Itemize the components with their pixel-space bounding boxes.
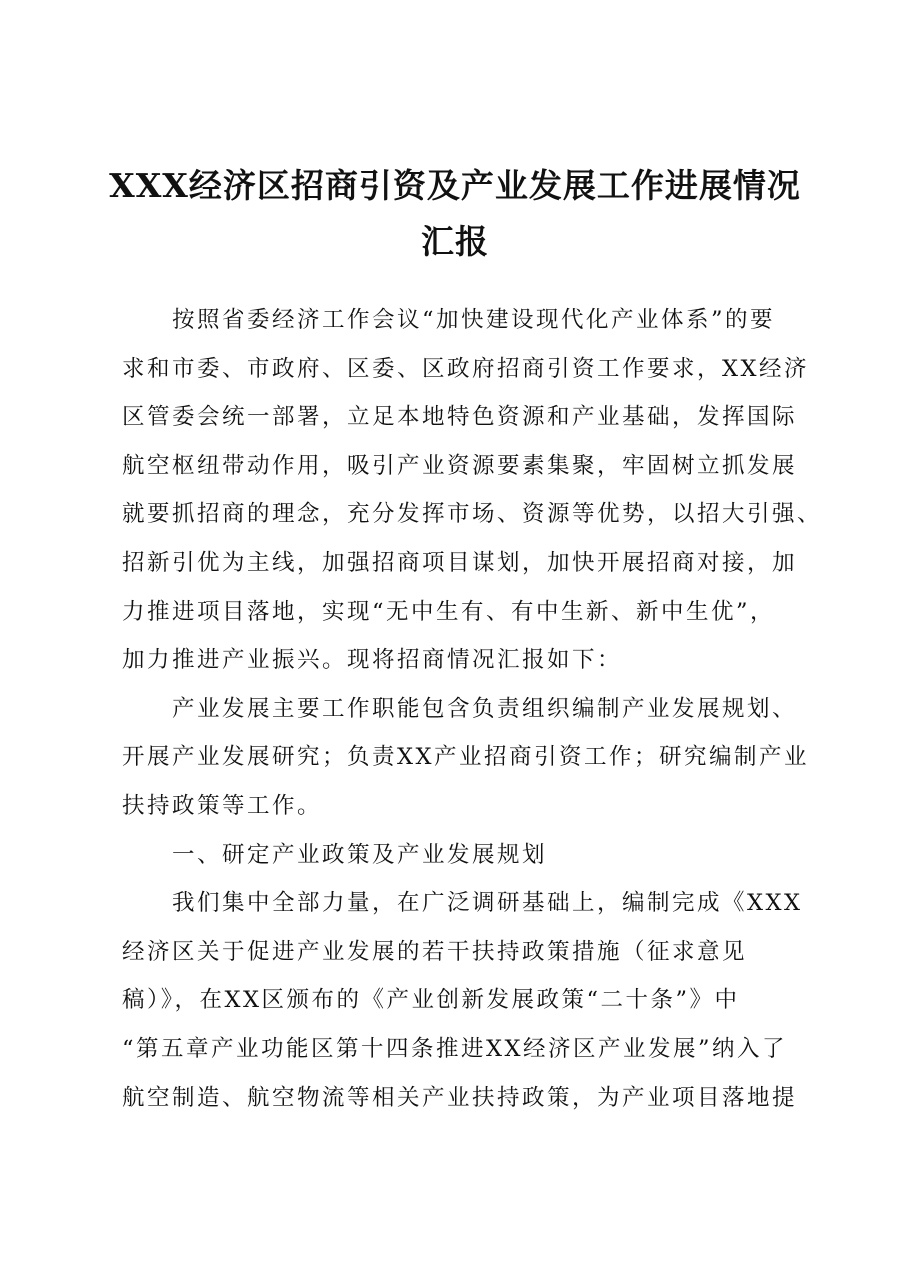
section-heading: 一、研定产业政策及产业发展规划 <box>172 841 548 868</box>
paragraph-line: “第五章产业功能区第十四条推进XX经济区产业发展”纳入了 <box>122 1035 788 1062</box>
document-body <box>122 296 823 1122</box>
paragraph-line: 区管委会统一部署，立足本地特色资源和产业基础，发挥国际 <box>122 404 798 431</box>
paragraph-line: 力推进项目落地，实现“无中生有、有中生新、新中生优”， <box>122 598 776 625</box>
paragraph-line: 航空制造、航空物流等相关产业扶持政策，为产业项目落地提 <box>122 1084 798 1111</box>
paragraph-line: 加力推进产业振兴。现将招商情况汇报如下： <box>122 647 623 674</box>
paragraph-line: 扶持政策等工作。 <box>122 792 323 819</box>
paragraph-line: 航空枢纽带动作用，吸引产业资源要素集聚，牢固树立抓发展 <box>122 452 798 479</box>
paragraph-line: 求和市委、市政府、区委、区政府招商引资工作要求，XX经济 <box>122 355 810 382</box>
paragraph-line: 按照省委经济工作会议“加快建设现代化产业体系”的要 <box>172 307 776 333</box>
paragraph-line: 招新引优为主线，加强招商项目谋划，加快开展招商对接，加 <box>122 549 798 576</box>
paragraph-line: 产业发展主要工作职能包含负责组织编制产业发展规划、 <box>172 695 798 722</box>
paragraph-line: 经济区关于促进产业发展的若干扶持政策措施（征求意见 <box>122 938 748 965</box>
paragraph-line: 稿）》，在XX区颁布的《产业创新发展政策“二十条”》中 <box>122 987 740 1014</box>
document-title <box>100 158 810 270</box>
paragraph-line: 就要抓招商的理念，充分发挥市场、资源等优势，以招大引强、 <box>122 501 823 528</box>
title-line-2: 汇报 <box>421 222 489 261</box>
paragraph-line: 开展产业发展研究；负责XX产业招商引资工作；研究编制产业 <box>122 744 810 771</box>
paragraph-line: 我们集中全部力量，在广泛调研基础上，编制完成《XXX <box>172 890 803 917</box>
title-line-1: XXX经济区招商引资及产业发展工作进展情况 <box>109 166 801 205</box>
